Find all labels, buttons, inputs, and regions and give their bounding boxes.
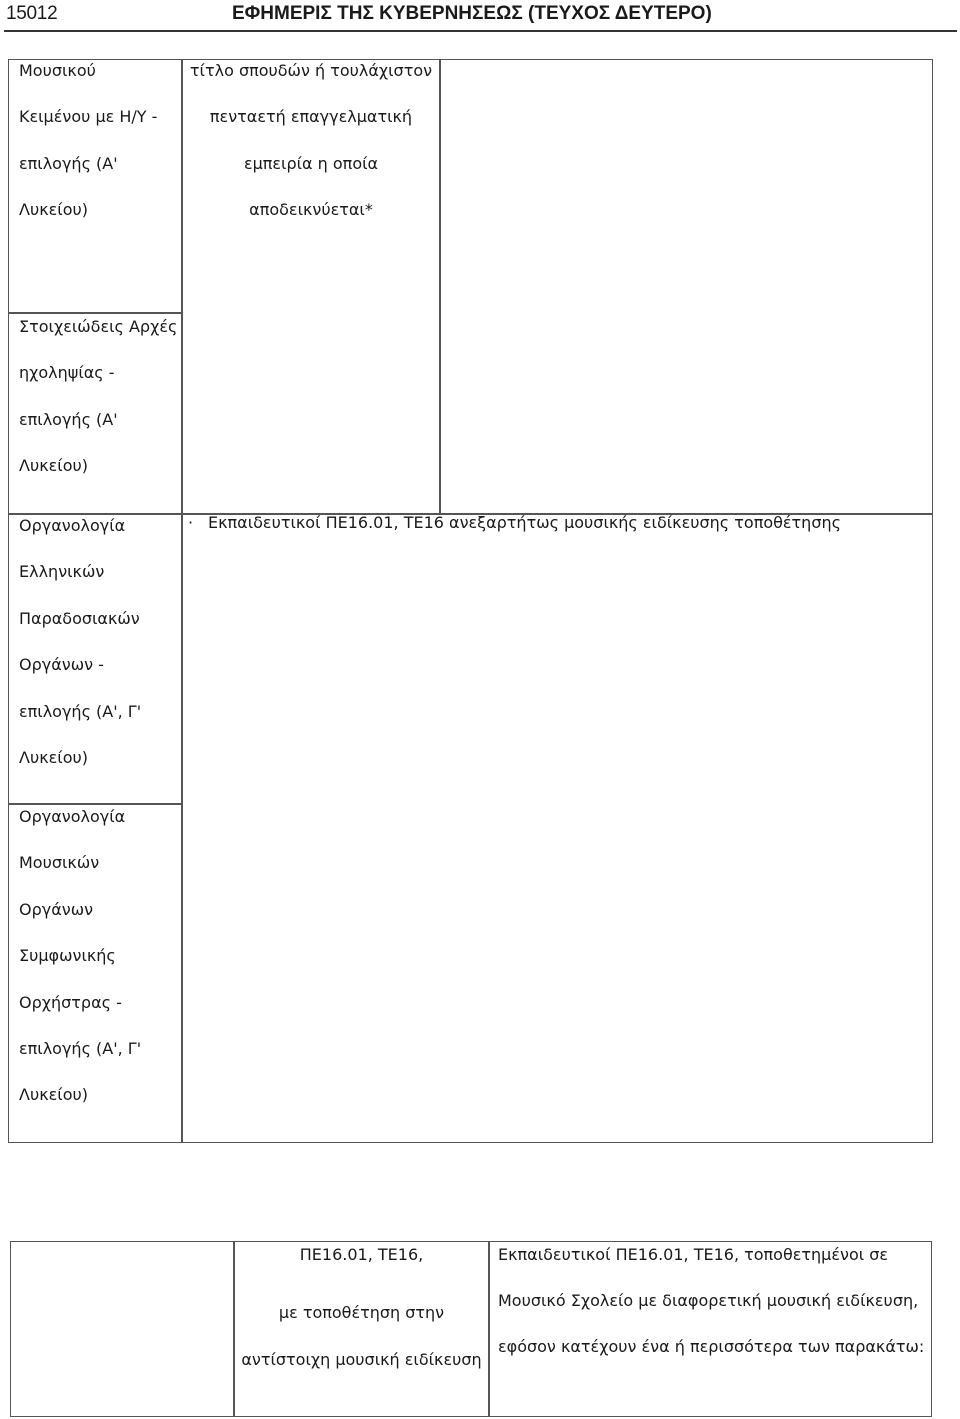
text-line: Ορχήστρας - [19, 992, 122, 1012]
text-line: αποδεικνύεται* [249, 200, 373, 220]
text-line: Οργάνων - [19, 655, 104, 675]
page-number: 15012 [6, 3, 58, 24]
running-title: ΕΦΗΜΕΡΙΣ ΤΗΣ ΚΥΒΕΡΝΗΣΕΩΣ (ΤΕΥΧΟΣ ΔΕΥΤΕΡΟ) [232, 3, 712, 24]
text-line: Παραδοσιακών [19, 608, 140, 628]
text-line: εμπειρία η οποία [243, 153, 379, 173]
text-line: Ελληνικών [19, 562, 105, 582]
row1-middle-text [181, 48, 441, 234]
table2-right-text [498, 1232, 928, 1370]
text-line: Οργάνων [19, 899, 94, 919]
row3-left-text [19, 503, 141, 781]
text-line: Μουσικού [19, 61, 96, 80]
text-line: Μουσικών [19, 853, 100, 873]
text-line: πενταετή επαγγελματική [209, 107, 413, 127]
text-line: επιλογής (Α', Γ' [19, 1039, 142, 1059]
table2-left-cell [10, 1241, 235, 1417]
table1-row3-right-cell [181, 513, 933, 1143]
table2-middle-text [233, 1232, 490, 1372]
text-line: Μουσικό Σχολείο με διαφορετική μουσική ειδίκευση, [498, 1291, 919, 1310]
row2-left-text [19, 304, 177, 490]
text-line: αντίστοιχη μουσική ειδίκευση [241, 1350, 482, 1369]
row4-left-text [19, 794, 141, 1119]
text-line: Συμφωνικής [19, 946, 116, 966]
text-line: Λυκείου) [19, 456, 88, 476]
text-line: επιλογής (Α', Γ' [19, 701, 142, 721]
text-line: εφόσον κατέχουν ένα ή περισσότερα των παρακάτω: [498, 1337, 925, 1356]
text-line: Οργανολογία [19, 807, 126, 826]
header-rule [4, 30, 957, 32]
text-line: με τοποθέτηση στην [278, 1303, 445, 1322]
text-line: Κειμένου με Η/Υ - [19, 107, 158, 127]
text-line: Λυκείου) [19, 748, 88, 768]
text-line: επιλογής (Α' [19, 153, 118, 173]
text-line: ΠΕ16.01, ΤΕ16, [299, 1245, 424, 1264]
text-line: ηχοληψίας - [19, 363, 115, 383]
page-header [0, 0, 960, 32]
row1-left-text [19, 48, 157, 234]
text-line: τίτλο σπουδών ή τουλάχιστον [189, 61, 433, 80]
text-line: Οργανολογία [19, 516, 126, 535]
bullet-icon: · [188, 513, 194, 532]
bullet-text: Εκπαιδευτικοί ΠΕ16.01, ΤΕ16 ανεξαρτήτως μουσικής ειδίκευσης τοποθέτησης [208, 513, 841, 532]
text-line: Λυκείου) [19, 1085, 88, 1105]
text-line: Λυκείου) [19, 200, 88, 220]
text-line: Εκπαιδευτικοί ΠΕ16.01, ΤΕ16, τοποθετημένοι σε [498, 1245, 889, 1264]
text-line: Στοιχειώδεις Αρχές [19, 317, 178, 336]
table1-row1-right-cell [439, 59, 933, 515]
text-line: επιλογής (Α' [19, 409, 118, 429]
row3-bullet-item [188, 513, 841, 532]
